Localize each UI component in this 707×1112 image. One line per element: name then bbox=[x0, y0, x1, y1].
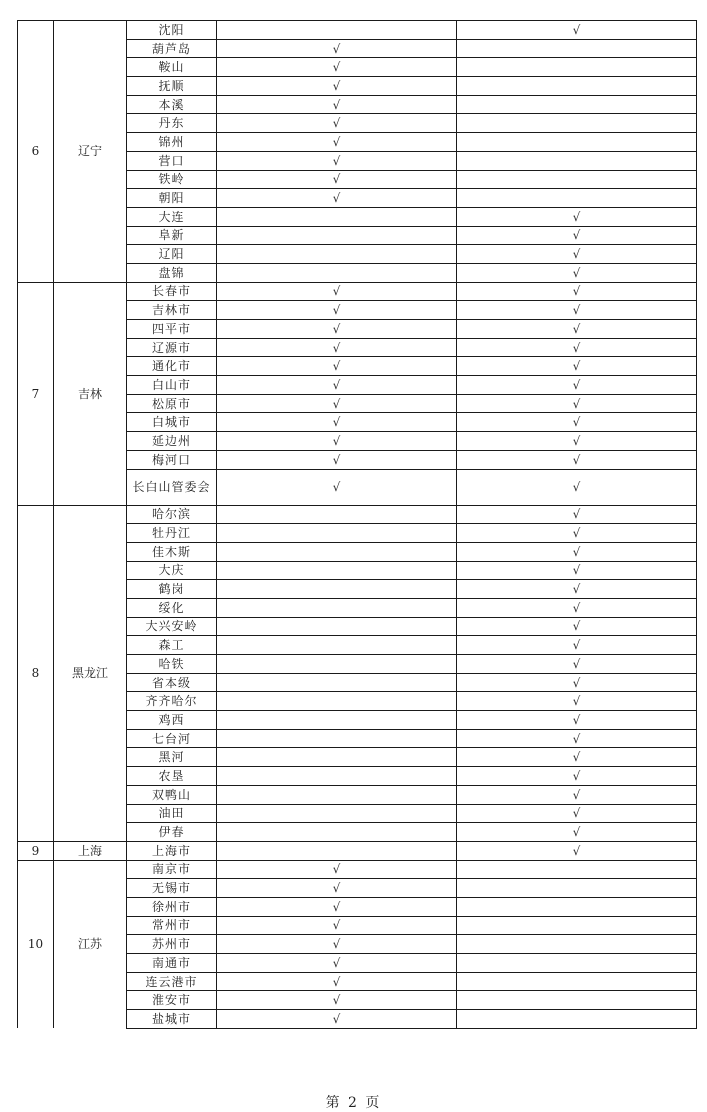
checkmark-icon: √ bbox=[572, 433, 581, 448]
check-cell-a bbox=[217, 542, 457, 561]
city-cell: 七台河 bbox=[127, 729, 217, 748]
city-cell: 双鸭山 bbox=[127, 785, 217, 804]
checkmark-icon: √ bbox=[572, 415, 581, 430]
check-cell-b bbox=[457, 189, 697, 208]
city-cell: 徐州市 bbox=[127, 897, 217, 916]
city-cell: 齐齐哈尔 bbox=[127, 692, 217, 711]
checkmark-icon: √ bbox=[332, 396, 341, 411]
check-cell-a bbox=[217, 394, 457, 413]
check-cell-b bbox=[457, 301, 697, 320]
check-cell-b bbox=[457, 785, 697, 804]
check-cell-b bbox=[457, 897, 697, 916]
city-cell: 丹东 bbox=[127, 114, 217, 133]
city-cell: 梅河口 bbox=[127, 450, 217, 469]
check-cell-a bbox=[217, 785, 457, 804]
province-cell: 上海 bbox=[54, 841, 127, 860]
checkmark-icon: √ bbox=[572, 656, 581, 671]
check-cell-a bbox=[217, 95, 457, 114]
check-cell-a bbox=[217, 133, 457, 152]
checkmark-icon: √ bbox=[332, 340, 341, 355]
check-cell-a bbox=[217, 935, 457, 954]
checkmark-icon: √ bbox=[332, 60, 341, 75]
check-cell-a bbox=[217, 301, 457, 320]
checkmark-icon: √ bbox=[572, 480, 581, 494]
city-cell: 长白山管委会 bbox=[127, 469, 217, 505]
check-cell-b bbox=[457, 673, 697, 692]
city-cell: 松原市 bbox=[127, 394, 217, 413]
check-cell-b bbox=[457, 561, 697, 580]
check-cell-a bbox=[217, 39, 457, 58]
city-cell: 盐城市 bbox=[127, 1010, 217, 1029]
check-cell-a bbox=[217, 21, 457, 40]
checkmark-icon: √ bbox=[332, 881, 341, 896]
checkmark-icon: √ bbox=[332, 480, 341, 494]
check-cell-a bbox=[217, 692, 457, 711]
check-cell-a bbox=[217, 189, 457, 208]
city-cell: 抚顺 bbox=[127, 77, 217, 96]
check-cell-a bbox=[217, 841, 457, 860]
check-cell-b bbox=[457, 748, 697, 767]
check-cell-a bbox=[217, 282, 457, 301]
check-cell-b bbox=[457, 505, 697, 524]
city-cell: 鸡西 bbox=[127, 711, 217, 730]
city-cell: 大兴安岭 bbox=[127, 617, 217, 636]
city-cell: 省本级 bbox=[127, 673, 217, 692]
city-cell: 森工 bbox=[127, 636, 217, 655]
check-cell-a bbox=[217, 617, 457, 636]
checkmark-icon: √ bbox=[332, 433, 341, 448]
city-cell: 农垦 bbox=[127, 767, 217, 786]
checkmark-icon: √ bbox=[332, 377, 341, 392]
checkmark-icon: √ bbox=[332, 415, 341, 430]
check-cell-b bbox=[457, 133, 697, 152]
city-cell: 鞍山 bbox=[127, 58, 217, 77]
check-cell-b bbox=[457, 524, 697, 543]
city-cell: 牡丹江 bbox=[127, 524, 217, 543]
checkmark-icon: √ bbox=[572, 284, 581, 299]
checkmark-icon: √ bbox=[572, 265, 581, 280]
check-cell-a bbox=[217, 636, 457, 655]
city-cell: 大连 bbox=[127, 207, 217, 226]
checkmark-icon: √ bbox=[332, 937, 341, 952]
check-cell-b bbox=[457, 376, 697, 395]
check-cell-a bbox=[217, 673, 457, 692]
city-cell: 辽阳 bbox=[127, 245, 217, 264]
check-cell-a bbox=[217, 748, 457, 767]
city-cell: 绥化 bbox=[127, 598, 217, 617]
checkmark-icon: √ bbox=[572, 228, 581, 243]
city-cell: 鹤岗 bbox=[127, 580, 217, 599]
checkmark-icon: √ bbox=[572, 582, 581, 597]
check-cell-b bbox=[457, 841, 697, 860]
checkmark-icon: √ bbox=[332, 993, 341, 1008]
check-cell-a bbox=[217, 561, 457, 580]
city-cell: 通化市 bbox=[127, 357, 217, 376]
city-cell: 铁岭 bbox=[127, 170, 217, 189]
checkmark-icon: √ bbox=[332, 452, 341, 467]
checkmark-icon: √ bbox=[332, 955, 341, 970]
checkmark-icon: √ bbox=[572, 359, 581, 374]
checkmark-icon: √ bbox=[572, 787, 581, 802]
check-cell-b bbox=[457, 954, 697, 973]
check-cell-b bbox=[457, 338, 697, 357]
checkmark-icon: √ bbox=[572, 843, 581, 858]
check-cell-a bbox=[217, 972, 457, 991]
checkmark-icon: √ bbox=[332, 41, 341, 56]
check-cell-a bbox=[217, 879, 457, 898]
city-cell: 营口 bbox=[127, 151, 217, 170]
table-row bbox=[18, 505, 697, 524]
city-cell: 延边州 bbox=[127, 432, 217, 451]
check-cell-b bbox=[457, 1010, 697, 1029]
checkmark-icon: √ bbox=[572, 340, 581, 355]
check-cell-a bbox=[217, 711, 457, 730]
city-cell: 锦州 bbox=[127, 133, 217, 152]
check-cell-b bbox=[457, 320, 697, 339]
checkmark-icon: √ bbox=[572, 750, 581, 765]
table-body bbox=[18, 21, 697, 1029]
city-cell: 本溪 bbox=[127, 95, 217, 114]
checkmark-icon: √ bbox=[572, 825, 581, 840]
check-cell-b bbox=[457, 598, 697, 617]
check-cell-a bbox=[217, 897, 457, 916]
checkmark-icon: √ bbox=[572, 22, 581, 37]
check-cell-b bbox=[457, 617, 697, 636]
row-index: 8 bbox=[18, 505, 54, 841]
row-index: 10 bbox=[18, 860, 54, 1028]
check-cell-a bbox=[217, 823, 457, 842]
checkmark-icon: √ bbox=[332, 284, 341, 299]
check-cell-b bbox=[457, 226, 697, 245]
checkmark-icon: √ bbox=[332, 862, 341, 877]
check-cell-b bbox=[457, 823, 697, 842]
city-cell: 连云港市 bbox=[127, 972, 217, 991]
row-index: 9 bbox=[18, 841, 54, 860]
city-cell: 阜新 bbox=[127, 226, 217, 245]
check-cell-a bbox=[217, 729, 457, 748]
city-cell: 苏州市 bbox=[127, 935, 217, 954]
check-cell-b bbox=[457, 394, 697, 413]
check-cell-b bbox=[457, 282, 697, 301]
city-coverage-table bbox=[17, 20, 697, 1029]
checkmark-icon: √ bbox=[332, 899, 341, 914]
check-cell-a bbox=[217, 320, 457, 339]
check-cell-a bbox=[217, 524, 457, 543]
check-cell-b bbox=[457, 580, 697, 599]
checkmark-icon: √ bbox=[572, 247, 581, 262]
check-cell-b bbox=[457, 245, 697, 264]
city-cell: 朝阳 bbox=[127, 189, 217, 208]
checkmark-icon: √ bbox=[572, 377, 581, 392]
checkmark-icon: √ bbox=[332, 918, 341, 933]
checkmark-icon: √ bbox=[572, 209, 581, 224]
checkmark-icon: √ bbox=[572, 544, 581, 559]
checkmark-icon: √ bbox=[332, 153, 341, 168]
checkmark-icon: √ bbox=[572, 452, 581, 467]
check-cell-a bbox=[217, 170, 457, 189]
check-cell-a bbox=[217, 767, 457, 786]
checkmark-icon: √ bbox=[332, 172, 341, 187]
check-cell-a bbox=[217, 804, 457, 823]
city-cell: 长春市 bbox=[127, 282, 217, 301]
checkmark-icon: √ bbox=[332, 78, 341, 93]
check-cell-b bbox=[457, 432, 697, 451]
city-cell: 淮安市 bbox=[127, 991, 217, 1010]
check-cell-a bbox=[217, 580, 457, 599]
checkmark-icon: √ bbox=[572, 321, 581, 336]
check-cell-a bbox=[217, 655, 457, 674]
city-cell: 上海市 bbox=[127, 841, 217, 860]
check-cell-a bbox=[217, 1010, 457, 1029]
check-cell-b bbox=[457, 469, 697, 505]
check-cell-a bbox=[217, 991, 457, 1010]
check-cell-a bbox=[217, 263, 457, 282]
city-cell: 南通市 bbox=[127, 954, 217, 973]
check-cell-b bbox=[457, 114, 697, 133]
check-cell-a bbox=[217, 58, 457, 77]
check-cell-b bbox=[457, 991, 697, 1010]
check-cell-a bbox=[217, 413, 457, 432]
table-row bbox=[18, 841, 697, 860]
city-cell: 白山市 bbox=[127, 376, 217, 395]
city-cell: 大庆 bbox=[127, 561, 217, 580]
check-cell-b bbox=[457, 692, 697, 711]
checkmark-icon: √ bbox=[332, 303, 341, 318]
row-index: 7 bbox=[18, 282, 54, 505]
check-cell-a bbox=[217, 77, 457, 96]
city-cell: 常州市 bbox=[127, 916, 217, 935]
checkmark-icon: √ bbox=[332, 974, 341, 989]
city-cell: 辽源市 bbox=[127, 338, 217, 357]
check-cell-a bbox=[217, 432, 457, 451]
province-cell: 吉林 bbox=[54, 282, 127, 505]
province-cell: 江苏 bbox=[54, 860, 127, 1028]
check-cell-a bbox=[217, 916, 457, 935]
row-index: 6 bbox=[18, 21, 54, 283]
check-cell-b bbox=[457, 39, 697, 58]
table-row bbox=[18, 860, 697, 879]
check-cell-b bbox=[457, 170, 697, 189]
check-cell-b bbox=[457, 413, 697, 432]
check-cell-b bbox=[457, 729, 697, 748]
check-cell-a bbox=[217, 207, 457, 226]
checkmark-icon: √ bbox=[332, 321, 341, 336]
check-cell-b bbox=[457, 916, 697, 935]
check-cell-a bbox=[217, 376, 457, 395]
check-cell-b bbox=[457, 58, 697, 77]
checkmark-icon: √ bbox=[332, 116, 341, 131]
check-cell-a bbox=[217, 114, 457, 133]
city-cell: 白城市 bbox=[127, 413, 217, 432]
city-cell: 哈铁 bbox=[127, 655, 217, 674]
check-cell-b bbox=[457, 935, 697, 954]
checkmark-icon: √ bbox=[572, 303, 581, 318]
checkmark-icon: √ bbox=[572, 507, 581, 522]
check-cell-b bbox=[457, 77, 697, 96]
check-cell-a bbox=[217, 450, 457, 469]
checkmark-icon: √ bbox=[572, 806, 581, 821]
checkmark-icon: √ bbox=[572, 619, 581, 634]
city-cell: 伊春 bbox=[127, 823, 217, 842]
checkmark-icon: √ bbox=[572, 563, 581, 578]
checkmark-icon: √ bbox=[572, 675, 581, 690]
checkmark-icon: √ bbox=[572, 600, 581, 615]
check-cell-b bbox=[457, 655, 697, 674]
check-cell-a bbox=[217, 954, 457, 973]
city-cell: 吉林市 bbox=[127, 301, 217, 320]
city-cell: 哈尔滨 bbox=[127, 505, 217, 524]
check-cell-a bbox=[217, 357, 457, 376]
check-cell-b bbox=[457, 860, 697, 879]
table-row bbox=[18, 282, 697, 301]
check-cell-a bbox=[217, 860, 457, 879]
check-cell-b bbox=[457, 636, 697, 655]
check-cell-a bbox=[217, 226, 457, 245]
table-row bbox=[18, 21, 697, 40]
city-cell: 油田 bbox=[127, 804, 217, 823]
check-cell-b bbox=[457, 879, 697, 898]
checkmark-icon: √ bbox=[572, 396, 581, 411]
check-cell-b bbox=[457, 711, 697, 730]
checkmark-icon: √ bbox=[332, 97, 341, 112]
checkmark-icon: √ bbox=[572, 694, 581, 709]
checkmark-icon: √ bbox=[572, 731, 581, 746]
city-cell: 四平市 bbox=[127, 320, 217, 339]
checkmark-icon: √ bbox=[332, 1011, 341, 1026]
checkmark-icon: √ bbox=[332, 359, 341, 374]
check-cell-b bbox=[457, 972, 697, 991]
check-cell-a bbox=[217, 505, 457, 524]
check-cell-b bbox=[457, 95, 697, 114]
page-number: 第 2 页 bbox=[325, 1095, 382, 1111]
city-cell: 南京市 bbox=[127, 860, 217, 879]
check-cell-b bbox=[457, 263, 697, 282]
check-cell-a bbox=[217, 598, 457, 617]
checkmark-icon: √ bbox=[332, 134, 341, 149]
check-cell-a bbox=[217, 338, 457, 357]
checkmark-icon: √ bbox=[572, 768, 581, 783]
check-cell-b bbox=[457, 207, 697, 226]
city-cell: 无锡市 bbox=[127, 879, 217, 898]
checkmark-icon: √ bbox=[572, 526, 581, 541]
check-cell-b bbox=[457, 804, 697, 823]
checkmark-icon: √ bbox=[572, 712, 581, 727]
check-cell-b bbox=[457, 21, 697, 40]
check-cell-b bbox=[457, 151, 697, 170]
province-cell: 辽宁 bbox=[54, 21, 127, 283]
check-cell-b bbox=[457, 357, 697, 376]
city-cell: 葫芦岛 bbox=[127, 39, 217, 58]
check-cell-a bbox=[217, 245, 457, 264]
check-cell-a bbox=[217, 469, 457, 505]
city-cell: 佳木斯 bbox=[127, 542, 217, 561]
province-cell: 黑龙江 bbox=[54, 505, 127, 841]
checkmark-icon: √ bbox=[572, 638, 581, 653]
check-cell-b bbox=[457, 767, 697, 786]
check-cell-b bbox=[457, 542, 697, 561]
check-cell-a bbox=[217, 151, 457, 170]
city-cell: 沈阳 bbox=[127, 21, 217, 40]
check-cell-b bbox=[457, 450, 697, 469]
city-cell: 盘锦 bbox=[127, 263, 217, 282]
checkmark-icon: √ bbox=[332, 191, 341, 206]
city-cell: 黑河 bbox=[127, 748, 217, 767]
